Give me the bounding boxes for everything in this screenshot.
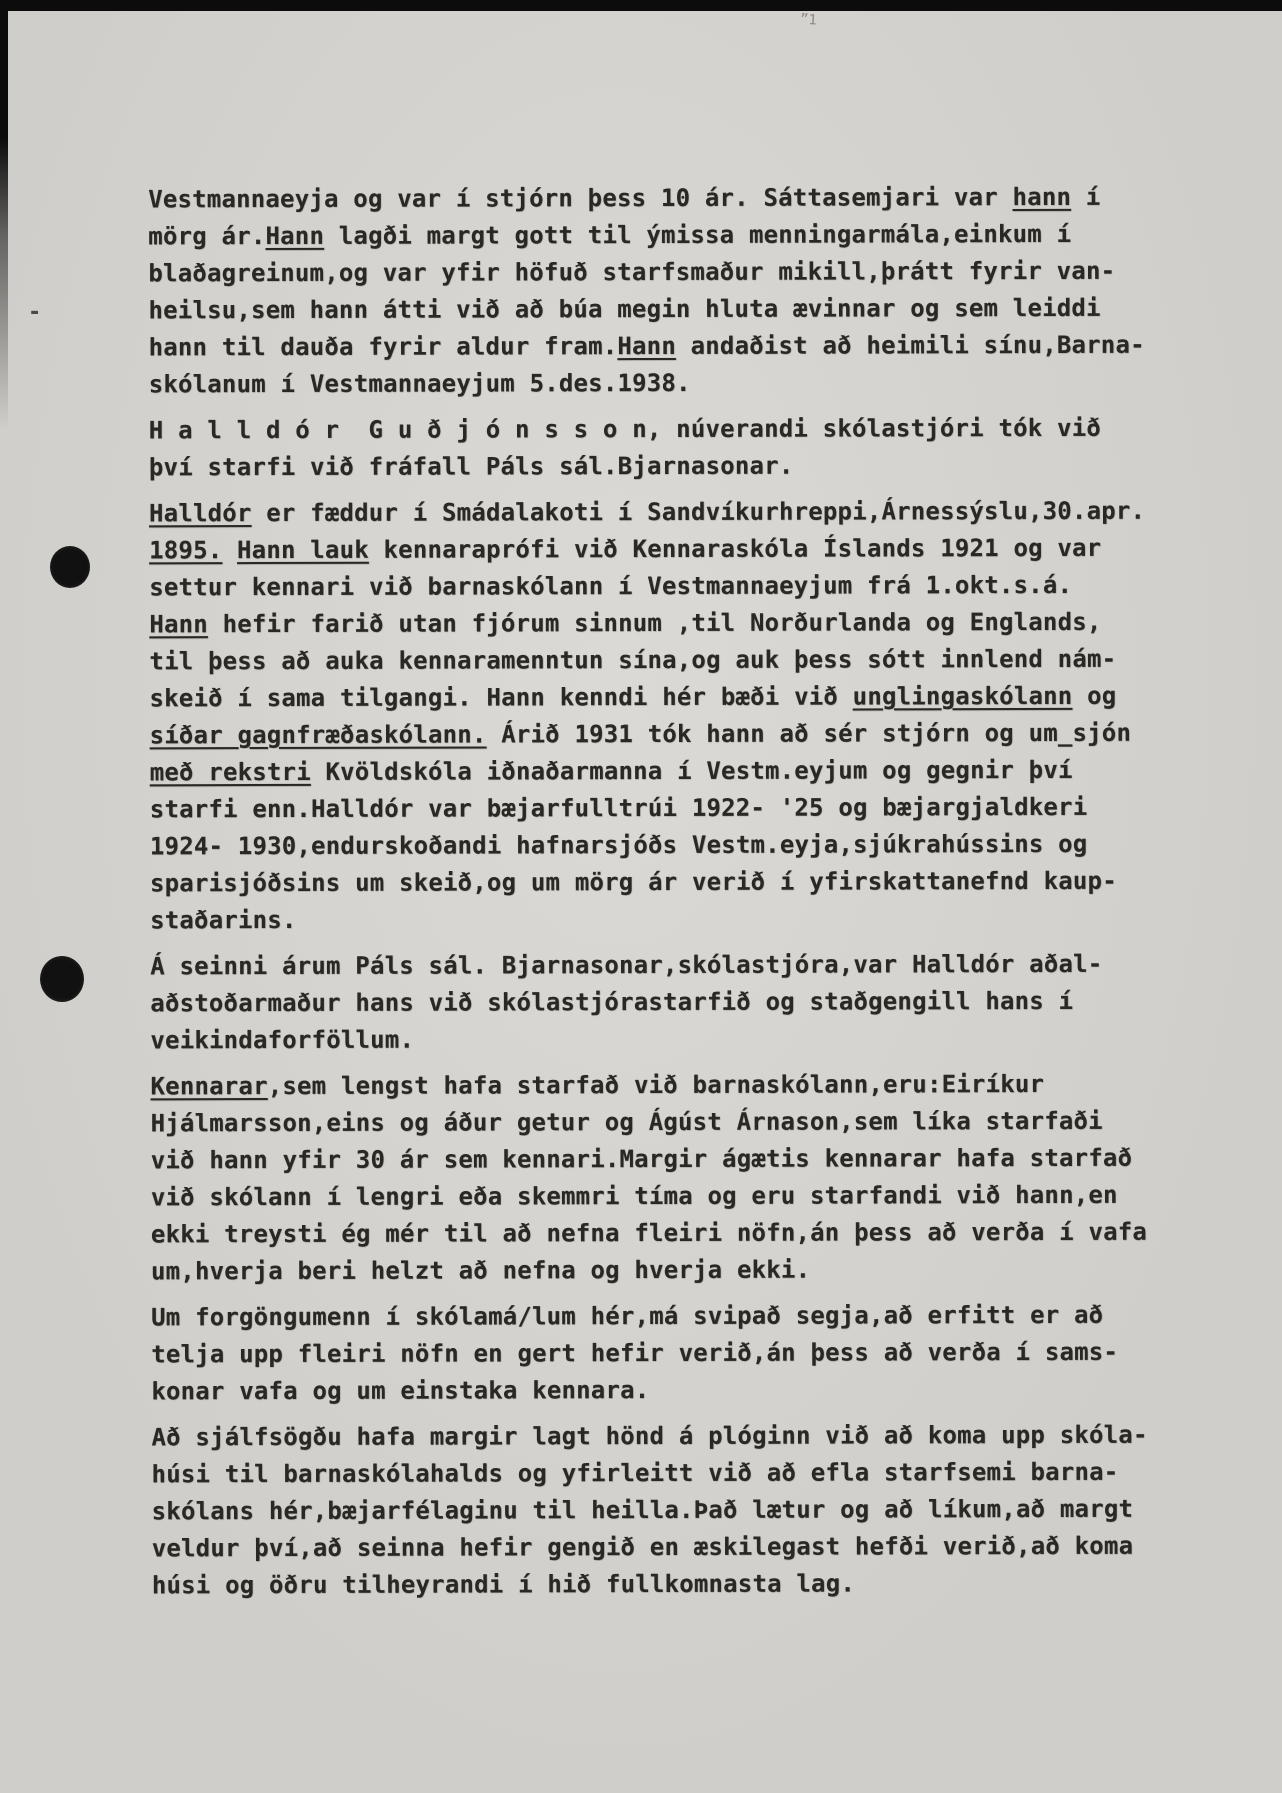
scan-edge-top — [0, 0, 1282, 11]
text-segment: húsi til barnaskólahalds og yfirleitt við að efla starfsemi barna- — [151, 1457, 1119, 1489]
punch-hole — [40, 956, 84, 1002]
text-segment: telja upp fleiri nöfn en gert hefir verið,án þess að verða í sams- — [151, 1337, 1119, 1369]
text-line — [148, 290, 1158, 330]
text-segment: síðar gagnfræðaskólann. — [149, 720, 487, 750]
text-line — [151, 1417, 1161, 1457]
text-segment: við skólann í lengri eða skemmri tíma og eru starfandi við hann,en — [150, 1180, 1118, 1212]
text-segment: hann — [1012, 182, 1072, 212]
text-segment: Um forgöngumenn í skólamá/lum hér,má svipað segja,að erfitt er að — [151, 1300, 1104, 1332]
text-segment: skólans hér,bæjarfélaginu til heilla.Það lætur og að líkum,að margt — [151, 1494, 1134, 1526]
paragraph — [150, 1066, 1161, 1291]
text-segment: andaðist að heimili sínu,Barna- — [675, 330, 1145, 360]
text-line — [151, 1177, 1161, 1217]
text-line — [151, 1103, 1161, 1143]
text-segment: Hjálmarsson,eins og áður getur og Ágúst Árnason,sem líka starfaði — [150, 1106, 1103, 1138]
paragraph — [151, 1297, 1161, 1411]
text-line — [149, 327, 1159, 367]
text-line — [150, 826, 1160, 866]
text-segment: unglingaskólann — [852, 681, 1073, 711]
text-segment: um,hverja beri helzt að nefna og hverja ekki. — [150, 1255, 811, 1286]
text-segment: sparisjóðsins um skeið,og um mörg ár verið í yfirskattanefnd kaup- — [149, 866, 1117, 898]
text-line — [152, 1528, 1162, 1568]
text-line — [150, 1066, 1160, 1106]
text-segment: heilsu,sem hann átti við að búa megin hluta ævinnar og sem leiddi — [148, 293, 1101, 325]
paragraph — [150, 946, 1160, 1060]
text-line — [151, 1297, 1161, 1337]
text-segment: 1924- 1930,endurskoðandi hafnarsjóðs Vestm.eyja,sjúkrahússins og — [149, 829, 1088, 861]
paragraph — [149, 410, 1159, 487]
text-segment: húsi og öðru tilheyrandi í hið fullkomnasta lag. — [151, 1569, 856, 1600]
paragraph — [148, 179, 1159, 404]
text-line — [148, 216, 1158, 256]
stray-corner-mark: ”1 — [799, 11, 818, 29]
text-line — [150, 789, 1160, 829]
text-line — [150, 900, 1160, 940]
text-segment: staðarins. — [150, 905, 297, 935]
text-segment: settur kennari við barnaskólann í Vestmannaeyjum frá 1.okt.s.á. — [149, 570, 1073, 602]
text-segment: í — [1071, 182, 1101, 211]
scan-edge-left — [0, 0, 8, 430]
text-line — [150, 1020, 1160, 1060]
text-segment: ekki treysti ég mér til að nefna fleiri nöfn,án þess að verða í vafa — [150, 1217, 1148, 1249]
text-segment: ,sem lengst hafa starfað við barnaskólann,eru:Eiríkur — [267, 1069, 1045, 1101]
text-line — [148, 179, 1158, 219]
text-line — [150, 946, 1160, 986]
text-line — [150, 715, 1160, 755]
text-line — [150, 752, 1160, 792]
text-line — [149, 447, 1159, 487]
paragraph — [149, 493, 1160, 940]
text-segment: því starfi við fráfall Páls sál.Bjarnasonar. — [148, 451, 794, 482]
text-line — [150, 983, 1160, 1023]
stray-pen-mark: - — [28, 300, 42, 325]
text-line — [151, 1214, 1161, 1254]
text-segment: með rekstri — [149, 757, 311, 787]
text-line — [149, 678, 1159, 718]
text-line — [149, 530, 1159, 570]
text-segment: Árið 1931 tók hann að sér stjórn og um_sjón — [486, 718, 1132, 749]
text-segment: Að sjálfsögðu hafa margir lagt hönd á plóginn við að koma upp skóla- — [151, 1420, 1148, 1452]
text-line — [150, 863, 1160, 903]
text-segment: Kennarar — [150, 1072, 268, 1101]
text-segment: Hann lauk — [236, 535, 369, 565]
text-line — [151, 1454, 1161, 1494]
text-segment: og — [1072, 681, 1117, 710]
text-line — [149, 493, 1159, 533]
text-line — [149, 364, 1159, 404]
paragraph — [151, 1417, 1161, 1605]
text-segment: hefir farið utan fjórum sinnum ,til Norðurlanda og Englands, — [207, 607, 1102, 639]
text-line — [151, 1140, 1161, 1180]
text-line — [152, 1565, 1162, 1605]
text-segment: mörg ár. — [148, 222, 266, 251]
text-segment: konar vafa og um einstaka kennara. — [151, 1376, 650, 1406]
text-segment: Halldór — [148, 499, 252, 528]
text-segment: Hann — [265, 221, 325, 251]
text-segment: kennaraprófi við Kennaraskóla Íslands 1921 og var — [368, 533, 1102, 564]
text-segment: 1895. — [149, 536, 223, 565]
text-line — [148, 253, 1158, 293]
text-segment: blaðagreinum,og var yfir höfuð starfsmaður mikill,þrátt fyrir van- — [148, 256, 1116, 288]
text-segment: hann til dauða fyrir aldur fram. — [148, 332, 618, 362]
text-segment: veldur því,að seinna hefir gengið en æskilegast hefði verið,að koma — [151, 1531, 1134, 1563]
text-segment: Hann — [149, 610, 208, 639]
text-segment: lagði margt gott til ýmissa menningarmála,einkum í — [324, 219, 1072, 250]
text-line — [149, 410, 1159, 450]
text-segment: Kvöldskóla iðnaðarmanna í Vestm.eyjum og gegnir því — [310, 755, 1073, 786]
text-segment: skólanum í Vestmannaeyjum 5.des.1938. — [148, 368, 691, 399]
text-line — [151, 1334, 1161, 1374]
text-segment: starfi enn.Halldór var bæjarfulltrúi 1922- '25 og bæjargjaldkeri — [149, 792, 1088, 824]
text-segment: Vestmannaeyja og var í stjórn þess 10 ár. Sáttasemjari var — [148, 183, 1013, 214]
text-line — [149, 641, 1159, 681]
text-segment: Hann — [617, 331, 676, 361]
text-segment: við hann yfir 30 ár sem kennari.Margir ágætis kennarar hafa starfað — [150, 1143, 1133, 1175]
punch-hole — [50, 546, 90, 588]
text-line — [149, 604, 1159, 644]
text-segment: er fæddur í Smádalakoti í Sandvíkurhreppi,Árnessýslu,30.apr. — [251, 496, 1146, 528]
text-segment: aðstoðarmaður hans við skólastjórastarfið og staðgengill hans í — [150, 986, 1074, 1018]
text-segment: H a l l d ó r G u ð j ó n s s o n, núverandi skólastjóri tók við — [148, 413, 1102, 445]
text-segment: til þess að auka kennaramenntun sína,og auk þess sótt innlend nám- — [149, 644, 1117, 676]
text-line — [149, 567, 1159, 607]
text-segment: veikindaforföllum. — [150, 1025, 415, 1055]
text-line — [151, 1251, 1161, 1291]
text-segment — [222, 536, 237, 564]
text-segment: skeið í sama tilgangi. Hann kenndi hér bæði við — [149, 682, 853, 713]
text-line — [152, 1491, 1162, 1531]
text-line — [151, 1371, 1161, 1411]
text-segment: Á seinni árum Páls sál. Bjarnasonar,skólastjóra,var Halldór aðal- — [150, 949, 1103, 981]
typewritten-text-block — [148, 179, 1162, 1605]
